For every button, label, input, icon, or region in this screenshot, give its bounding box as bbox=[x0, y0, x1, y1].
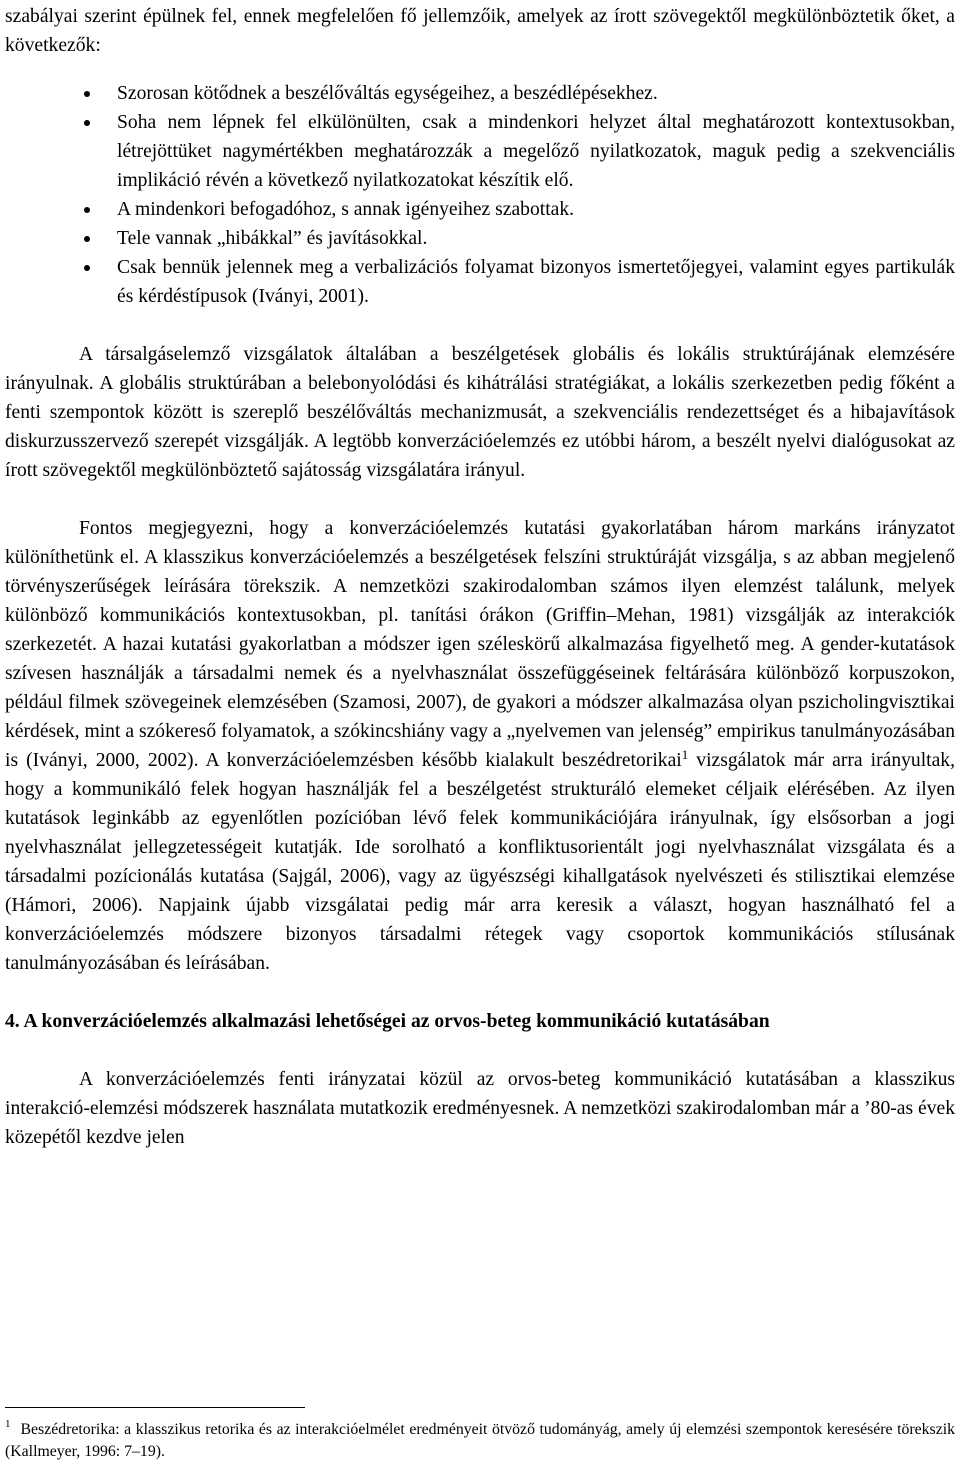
footnote-number: 1 bbox=[5, 1418, 11, 1430]
body-paragraph-3: A konverzációelemzés fenti irányzatai közül az orvos-beteg kommunikáció kutatásában a klasszikus interakció-elemzési módszerek használata mutatkozik eredményesnek. A nemzetközi szakirodalomban már a ’80-as évek közepétől kezdve jelen bbox=[5, 1069, 955, 1148]
bullet-dot-icon bbox=[84, 236, 90, 242]
body-paragraph-2-text-b: vizsgálatok már arra irányultak, hogy a kommunikáló felek hogyan használják fel a beszélgetést strukturáló elemeket céljaik elérésében. Az ilyen kutatások leginkább az egyenlőtlen pozícióban lévő felek kommunikációjára irányulnak, így elsősorban a jogi nyelvhasználat jellegzetességeit kutatják. Ide sorolható a konfliktusorientált jogi nyelvhasználat vizsgálata és a társadalmi pozícionálás kutatása (Sajgál, 2006), vagy az ügyészségi kihallgatások nyelvészeti és stilisztikai elemzése (Hámori, 2006). Napjaink újabb vizsgálatai pedig már arra keresik a választ, hogyan használható fel a konverzációelemzés módszere bizonyos társadalmi rétegek vagy csoportok kommunikációs stílusának tanulmányozásában és leírásában. bbox=[5, 750, 955, 974]
bullet-dot-icon bbox=[84, 207, 90, 213]
feature-bullet-list bbox=[5, 79, 955, 311]
section-heading: 4. A konverzációelemzés alkalmazási lehetőségei az orvos-beteg kommunikáció kutatásában bbox=[5, 1011, 770, 1032]
bullet-item-5 bbox=[5, 253, 955, 311]
bullet-dot-icon bbox=[84, 120, 90, 126]
bullet-dot-icon bbox=[84, 91, 90, 97]
bullet-dot-icon bbox=[84, 265, 90, 271]
body-paragraph-1: A társalgáselemző vizsgálatok általában a beszélgetések globális és lokális struktúrájának elemzésére irányulnak. A globális struktúrában a belebonyolódási és kihátrálási stratégiákat, a lokális szerkezetben pedig főként a fenti szempontok között is szereplő beszélőváltás mechanizmusát, a szekvenciális rendezettséget és a hibajavítások diskurzusszervező szerepét vizsgálják. A legtöbb konverzációelemzés ez utóbbi három, a beszélt nyelvi dialógusokat az írott szövegektől megkülönböztető sajátosság vizsgálatára irányul. bbox=[5, 344, 955, 481]
body-paragraph-2 bbox=[5, 514, 955, 978]
bullet-item-3 bbox=[5, 195, 955, 224]
footnote bbox=[5, 1419, 955, 1463]
bullet-item-1 bbox=[5, 79, 955, 108]
bullet-item-4 bbox=[5, 224, 955, 253]
intro-paragraph: szabályai szerint épülnek fel, ennek megfelelően fő jellemzőik, amelyek az írott szövegektől megkülönböztetik őket, a következők: bbox=[5, 6, 955, 56]
bullet-text-1: Szorosan kötődnek a beszélőváltás egységeihez, a beszédlépésekhez. bbox=[117, 83, 658, 104]
footnote-text: Beszédretorika: a klasszikus retorika és az interakcióelmélet eredményeit ötvöző tudományág, amely új elemzési szempontok keresésére törekszik (Kallmeyer, 1996: 7–19). bbox=[5, 1421, 955, 1460]
document-page bbox=[5, 2, 955, 1152]
bullet-text-5: Csak bennük jelennek meg a verbalizációs folyamat bizonyos ismertetőjegyei, valamint egyes partikulák és kérdéstípusok (Iványi, 2001). bbox=[117, 257, 955, 307]
bullet-text-3: A mindenkori befogadóhoz, s annak igényeihez szabottak. bbox=[117, 199, 575, 220]
bullet-text-4: Tele vannak „hibákkal” és javításokkal. bbox=[117, 228, 428, 249]
bullet-text-2: Soha nem lépnek fel elkülönülten, csak a mindenkori helyzet által meghatározott kontextusokban, létrejöttüket nagymértékben meghatározzák a megelőző nyilatkozatok, maguk pedig a szekvenciális implikáció révén a következő nyilatkozatokat készítik elő. bbox=[117, 112, 955, 191]
footnote-divider bbox=[5, 1407, 305, 1408]
body-paragraph-2-text-a: Fontos megjegyezni, hogy a konverzációelemzés kutatási gyakorlatában három markáns irányzatot különíthetünk el. A klasszikus konverzációelemzés a beszélgetések felszíni struktúráját vizsgálja, s az abban megjelenő törvényszerűségek leírására törekszik. A nemzetközi szakirodalomban számos ilyen elemzést találunk, melyek különböző kommunikációs kontextusokban, pl. tanítási órákon (Griffin–Mehan, 1981) vizsgálják az interakciók szerkezetét. A hazai kutatási gyakorlatban a módszer igen széleskörű alkalmazása figyelhető meg. A gender-kutatások szívesen használják a társadalmi nemek és a nyelvhasználat összefüggéseinek feltárására különböző korpuszokon, például filmek szövegeinek elemzésében (Szamosi, 2007), de gyakori a módszer alkalmazása olyan pszicholingvisztikai kérdések, mint a szókereső folyamatok, a szókincshiány vagy a „nyelvemen van jelenség” empirikus tanulmányozásában is (Iványi, 2000, 2002). A konverzációelemzésben később kialakult beszédretorikai bbox=[5, 518, 955, 771]
footnote-reference[interactable]: 1 bbox=[681, 747, 689, 762]
bullet-item-2 bbox=[5, 108, 955, 195]
